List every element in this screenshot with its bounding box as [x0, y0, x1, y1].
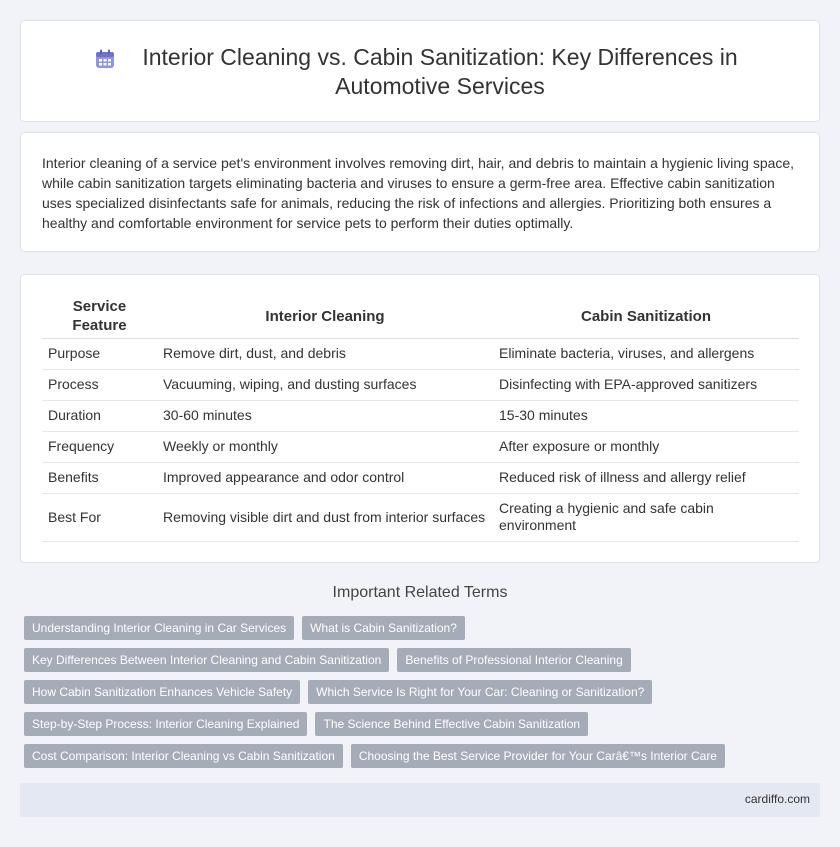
tag-row	[24, 712, 814, 736]
table-row	[42, 462, 799, 493]
related-term-tag[interactable]: How Cabin Sanitization Enhances Vehicle Safety	[24, 680, 300, 704]
table-cell-interior: Vacuuming, wiping, and dusting surfaces	[157, 369, 493, 400]
intro-card	[20, 132, 820, 252]
table-cell-interior: Weekly or monthly	[157, 431, 493, 462]
table-cell-interior: 30-60 minutes	[157, 400, 493, 431]
table-cell-interior: Improved appearance and odor control	[157, 462, 493, 493]
table-cell-interior: Removing visible dirt and dust from interior surfaces	[157, 493, 493, 541]
comparison-table	[42, 295, 799, 542]
table-cell-feature: Purpose	[42, 338, 157, 369]
related-term-tag[interactable]: What is Cabin Sanitization?	[302, 616, 465, 640]
column-header-interior-cleaning: Interior Cleaning	[157, 295, 493, 338]
title-card	[20, 20, 820, 122]
page-title: Interior Cleaning vs. Cabin Sanitization: Key Differences in Automotive Services	[142, 44, 738, 99]
table-cell-cabin: After exposure or monthly	[493, 431, 799, 462]
tag-row	[24, 648, 814, 672]
related-term-tag[interactable]: Which Service Is Right for Your Car: Cleaning or Sanitization?	[308, 680, 652, 704]
related-term-tag[interactable]: Benefits of Professional Interior Cleaning	[397, 648, 630, 672]
table-cell-feature: Best For	[42, 493, 157, 541]
column-header-cabin-sanitization: Cabin Sanitization	[493, 295, 799, 338]
table-cell-cabin: Creating a hygienic and safe cabin environment	[493, 493, 799, 541]
related-term-tag[interactable]: Understanding Interior Cleaning in Car Services	[24, 616, 294, 640]
table-row	[42, 431, 799, 462]
table-cell-feature: Benefits	[42, 462, 157, 493]
footer	[20, 783, 820, 817]
table-cell-feature: Process	[42, 369, 157, 400]
related-term-tag[interactable]: Cost Comparison: Interior Cleaning vs Cabin Sanitization	[24, 744, 343, 768]
table-cell-feature: Frequency	[42, 431, 157, 462]
related-term-tag[interactable]: Step-by-Step Process: Interior Cleaning Explained	[24, 712, 307, 736]
table-row	[42, 400, 799, 431]
table-cell-interior: Remove dirt, dust, and debris	[157, 338, 493, 369]
footer-site-link[interactable]: cardiffo.com	[744, 792, 810, 806]
column-header-feature: Service Feature	[42, 295, 157, 338]
related-term-tag[interactable]: The Science Behind Effective Cabin Sanitization	[315, 712, 588, 736]
related-terms-list	[24, 616, 814, 776]
table-cell-cabin: Eliminate bacteria, viruses, and allergens	[493, 338, 799, 369]
tag-row	[24, 744, 814, 768]
table-cell-feature: Duration	[42, 400, 157, 431]
table-header-row	[42, 295, 799, 338]
title-wrap	[21, 43, 819, 101]
tag-row	[24, 680, 814, 704]
calendar-icon	[94, 48, 116, 70]
table-row	[42, 369, 799, 400]
related-term-tag[interactable]: Key Differences Between Interior Cleaning and Cabin Sanitization	[24, 648, 389, 672]
related-terms-heading: Important Related Terms	[332, 584, 508, 601]
table-row	[42, 338, 799, 369]
intro-paragraph: Interior cleaning of a service pet's environment involves removing dirt, hair, and debris to maintain a hygienic living space, while cabin sanitization targets eliminating bacteria and viruses to ensure a germ-free area. Effective cabin sanitization uses specialized disinfectants safe for animals, reducing the risk of infections and allergies. Prioritizing both ensures a healthy and comfortable environment for service pets to perform their duties optimally.	[42, 155, 795, 231]
related-term-tag[interactable]: Choosing the Best Service Provider for Your Carâ€™s Interior Care	[351, 744, 725, 768]
table-cell-cabin: 15-30 minutes	[493, 400, 799, 431]
table-cell-cabin: Reduced risk of illness and allergy relief	[493, 462, 799, 493]
table-card	[20, 274, 820, 563]
table-row	[42, 493, 799, 541]
tag-row	[24, 616, 814, 640]
table-cell-cabin: Disinfecting with EPA-approved sanitizers	[493, 369, 799, 400]
